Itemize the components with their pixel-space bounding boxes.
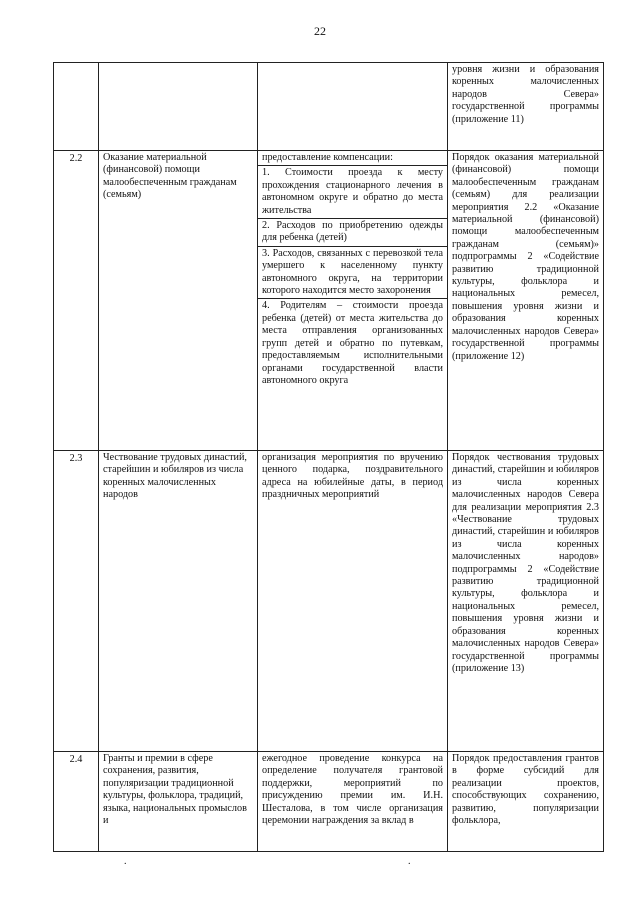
content-text: организация мероприятия по вручению ценного подарка, поздравительного адреса на юбилейные даты, в период праздничных мероприятий xyxy=(262,452,443,501)
measure-order: Порядок оказания материальной (финансовой) помощи малообеспеченным гражданам (семьям) для реализации мероприятия 2.2 «Оказание материальной (финансовой) помощи малообеспеченным гражданам (семьям)» подпрограммы 2 «Содействие развитию традиционной культуры, фольклора и национальных ремесел, повышения уровня жизни и образования коренных малочисленных народов Севера» государственной программы (приложение 12) xyxy=(448,151,604,451)
measure-order: Порядок чествования трудовых династий, старейшин и юбиляров из числа коренных малочисленных народов Севера для реализации мероприятия 2.3 «Чествование трудовых династий, старейшин и юбиляров из числа коренных малочисленных народов» подпрограммы 2 «Содействие развитию традиционной культуры, фольклора и национальных ремесел, повышения уровня жизни и образования коренных малочисленных народов Севера» государственной программы (приложение 13) xyxy=(448,451,604,752)
measure-content xyxy=(258,451,448,752)
page-number: 22 xyxy=(314,24,326,38)
scan-mark: . xyxy=(124,856,127,867)
table-row xyxy=(54,63,604,151)
measure-content xyxy=(258,752,448,852)
content-item: 1. Стоимости проезда к месту прохождения стационарного лечения в автономном округе и обратно до места жительства xyxy=(258,166,447,219)
content-text: ежегодное проведение конкурса на определение получателя грантовой поддержки, мероприятий по присуждению премии им. И.Н. Шесталова, в том числе организация церемонии награждения за вклад в xyxy=(262,753,443,827)
scan-mark: . xyxy=(408,856,411,867)
content-item: 2. Расходов по приобретению одежды для ребенка (детей) xyxy=(258,219,447,247)
measure-name xyxy=(99,63,258,151)
row-number: 2.4 xyxy=(54,752,99,852)
row-number: 2.2 xyxy=(54,151,99,451)
table-row xyxy=(54,151,604,451)
content-heading: предоставление компенсации: xyxy=(258,151,447,166)
measure-name: Гранты и премии в сфере сохранения, развития, популяризации традиционной культуры, фольклора, традиций, языка, национальных промыслов и xyxy=(99,752,258,852)
row-number: 2.3 xyxy=(54,451,99,752)
row-number xyxy=(54,63,99,151)
table-row xyxy=(54,451,604,752)
measures-table xyxy=(53,62,604,852)
measure-order: уровня жизни и образования коренных малочисленных народов Севера» государственной программы (приложение 11) xyxy=(448,63,604,151)
content-item: 4. Родителям – стоимости проезда ребенка (детей) от места жительства до места отправления организованных групп детей и обратно по путевкам, предоставляемым исполнительными органами государственной власти автономного округа xyxy=(262,300,443,386)
measure-name: Оказание материальной (финансовой) помощи малообеспеченным гражданам (семьям) xyxy=(99,151,258,451)
measure-name: Чествование трудовых династий, старейшин и юбиляров из числа коренных малочисленных народов xyxy=(99,451,258,752)
measure-order: Порядок предоставления грантов в форме субсидий для реализации проектов, способствующих сохранению, развитию, популяризации фольклора, xyxy=(448,752,604,852)
table-row xyxy=(54,752,604,852)
content-item: 3. Расходов, связанных с перевозкой тела умершего к населенному пункту автономного округа, на территории которого находится место захоронения xyxy=(258,247,447,300)
measure-content xyxy=(258,63,448,151)
measure-content xyxy=(258,151,448,451)
